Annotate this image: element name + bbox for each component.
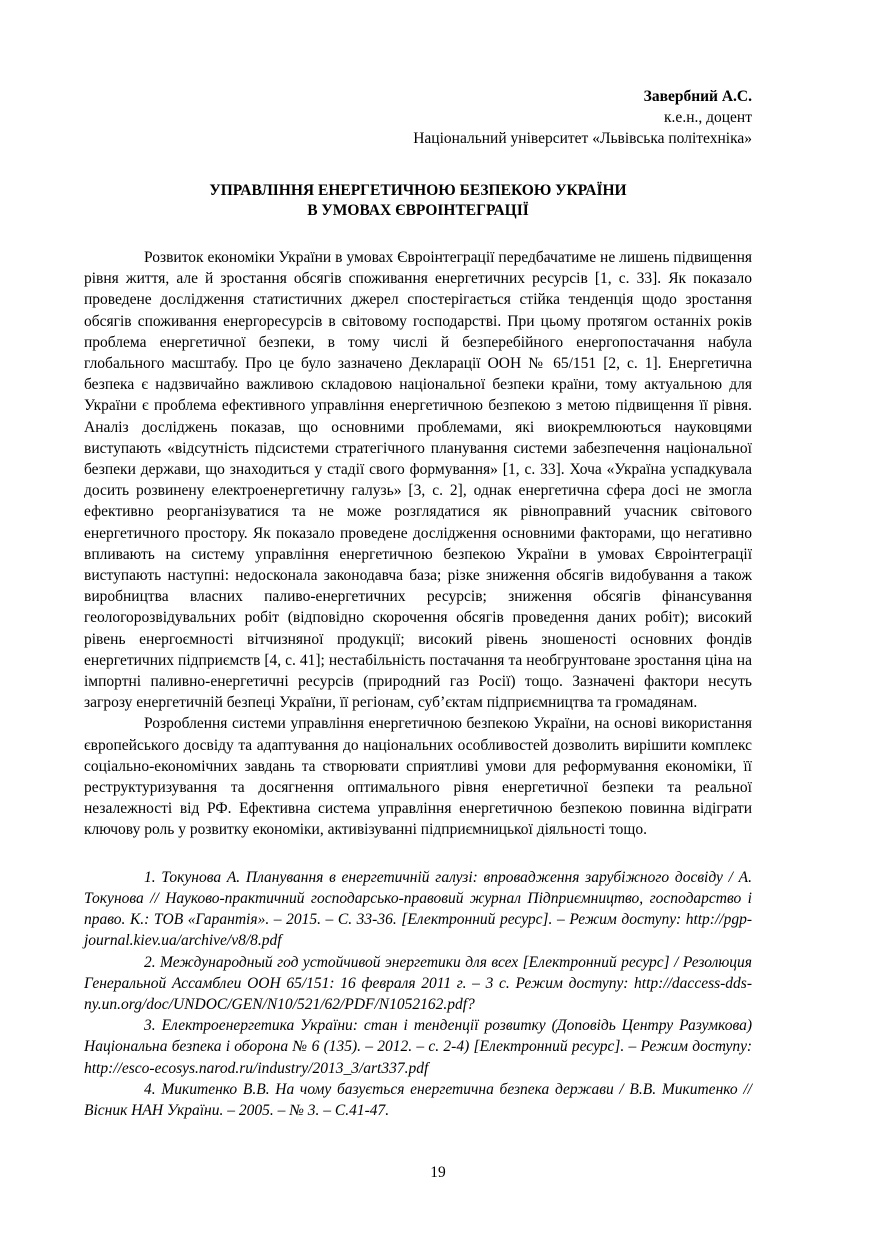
reference-item: 1. Токунова А. Планування в енергетичній галузі: впровадження зарубіжного досвіду / А. Токунова // Науково-практичний господарсько-правовий журнал Підприємництво, господарство і право. К.: ТОВ «Гарантія». – 2015. – С. 33-36. [Електронний ресурс]. – Режим доступу: http://pgp-journal.kiev.ua/archive/v8/8.pdf xyxy=(84,868,752,950)
author-affiliation: Національний університет «Львівська політехніка» xyxy=(413,130,752,147)
page-content xyxy=(84,86,752,1121)
reference-item: 3. Електроенергетика України: стан і тенденції розвитку (Доповідь Центру Разумкова) Національна безпека і оборона № 6 (135). – 2012. – с. 2-4) [Електронний ресурс]. – Режим доступу: http://esco-ecosys.narod.ru/industry/2013_3/art337.pdf xyxy=(84,1017,752,1077)
body-paragraph: Розроблення системи управління енергетичною безпекою України, на основі використання європейського досвіду та адаптування до національних особливостей дозволить вирішити комплекс соціально-економічних завдань та створювати сприятливі умови для реформування економіки, її реструктуризування та досягнення оптимального рівня енергетичної безпеки та реальної незалежності від РФ. Ефективна система управління енергетичною безпекою повинна відіграти ключову роль у розвитку економіки, активізуванні підприємницької діяльності тощо. xyxy=(84,715,752,839)
article-body xyxy=(84,247,752,841)
references-list xyxy=(84,867,752,1121)
page-number: 19 xyxy=(430,1164,446,1181)
title-line-2: В УМОВАХ ЄВРОІНТЕГРАЦІЇ xyxy=(307,202,529,219)
article-title xyxy=(84,181,752,221)
title-line-1: УПРАВЛІННЯ ЕНЕРГЕТИЧНОЮ БЕЗПЕКОЮ УКРАЇНИ xyxy=(209,182,627,199)
author-block xyxy=(84,86,752,149)
reference-item: 4. Микитенко В.В. На чому базується енергетична безпека держави / В.В. Микитенко // Вісник НАН України. – 2005. – № 3. – С.41-47. xyxy=(84,1080,752,1119)
body-paragraph: Розвиток економіки України в умовах Євроінтеграції передбачатиме не лишень підвищення рівня життя, але й зростання обсягів споживання енергетичних ресурсів [1, с. 33]. Як показало проведене дослідження статистичних джерел спостерігається стійка тенденція щодо зростання обсягів споживання енергоресурсів в світовому господарстві. При цьому протягом останніх років проблема енергетичної безпеки, в тому числі й безперебійного енергопостачання набула глобального масштабу. Про це було зазначено Декларації ООН № 65/151 [2, с. 1]. Енергетична безпека є надзвичайно важливою складовою національної безпеки країни, тому актуальною для України є проблема ефективного управління енергетичною безпекою з метою підвищення її рівня. Аналіз досліджень показав, що основними проблемами, які виокремлюються науковцями виступають «відсутність підсистеми стратегічного планування системи забезпечення національної безпеки держави, що знаходиться у стадії свого формування» [1, с. 33]. Хоча «Україна успадкувала досить розвинену електроенергетичну галузь» [3, с. 2], однак енергетична сфера досі не змогла ефективно реорганізуватися та не може розглядатися як рівноправний учасник світового енергетичного простору. Як показало проведене дослідження основними факторами, що негативно впливають на систему управління енергетичною безпекою України в умовах Євроінтеграції виступають наступні: недосконала законодавча база; різке зниження обсягів видобування а також виробництва власних паливо-енергетичних ресурсів; зниження обсягів фінансування геологорозвідувальних робіт (відповідно скорочення обсягів проведення даних робіт); високий рівень енергоємності вітчизняної продукції; високий рівень зношеності основних фондів енергетичних підприємств [4, с. 41]; нестабільність постачання та необгрунтоване зростання ціна на імпортні паливно-енергетичні ресурсів (природний газ Росії) тощо. Зазначені фактори несуть загрозу енергетичній безпеці України, її регіонам, суб’єктам підприємництва та громадянам. xyxy=(84,249,752,712)
author-degree: к.е.н., доцент xyxy=(664,109,752,126)
reference-item: 2. Международный год устойчивой энергетики для всех [Електронний ресурс] / Резолюция Генеральной Ассамблеи ООН 65/151: 16 февраля 2011 г. – 3 с. Режим доступу: http://daccess-dds-ny.un.org/doc/UNDOC/GEN/N10/521/62/PDF/N1052162.pdf? xyxy=(84,953,752,1013)
author-name: Завербний А.С. xyxy=(643,88,752,105)
